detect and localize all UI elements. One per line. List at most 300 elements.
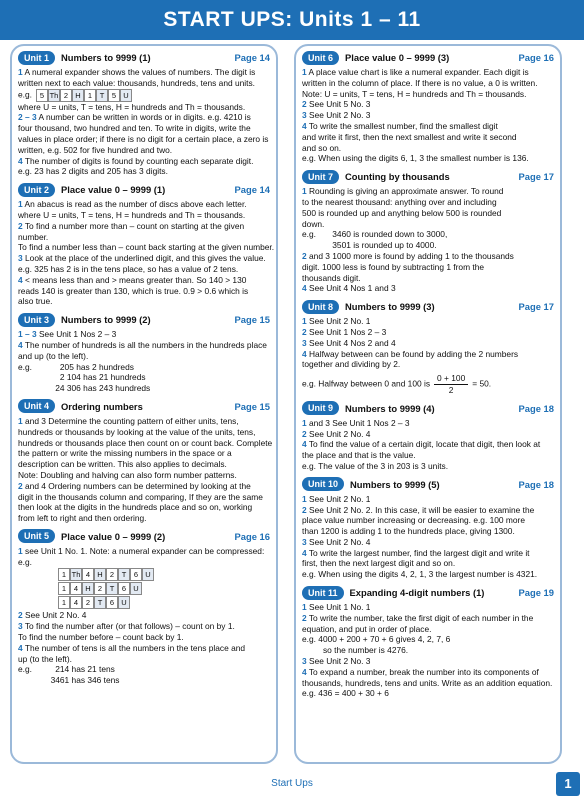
expander-cell: 2: [82, 596, 94, 609]
line-text: e.g. 205 has 2 hundreds: [18, 361, 134, 372]
line-text: The number of digits is found by counting each separate digit.: [24, 155, 254, 166]
text-line: [18, 351, 270, 362]
line-text: e.g. When using the digits 4, 2, 1, 3 the largest number is 4321.: [302, 569, 538, 580]
text-line: [302, 229, 554, 240]
text-line: [18, 481, 270, 492]
text-line: [18, 89, 270, 102]
text-line: [18, 372, 270, 383]
unit-page-ref: Page 15: [234, 400, 270, 412]
line-text: An abacus is read as the number of discs above each letter.: [24, 199, 247, 210]
line-text: Note: U = units, T = tens, H = hundreds and Th = thousands.: [302, 88, 527, 99]
text-line: [18, 67, 270, 78]
line-text: See Unit 2 No. 4: [25, 610, 87, 621]
line-text: Note: Doubling and halving can also form number patterns.: [18, 469, 237, 480]
text-line: [18, 383, 270, 394]
item-number: 1: [18, 199, 23, 210]
numeral-expander-row: [58, 596, 270, 609]
line-text: See Unit 2 No. 4: [309, 428, 371, 439]
item-number: 2: [302, 428, 307, 439]
line-text: up (to the left).: [18, 653, 72, 664]
unit-badge: Unit 1: [18, 51, 55, 65]
text-line: [302, 316, 554, 327]
expander-cell: T: [96, 89, 108, 102]
line-text: thousands, hundreds, tens and units. Write as an addition equation.: [302, 677, 553, 688]
expander-cell: 4: [70, 596, 82, 609]
line-text: The number of hundreds is all the numbers in the hundreds place: [24, 339, 267, 350]
line-text: e.g. 4000 + 200 + 70 + 6 gives 4, 2, 7, 6: [302, 634, 451, 645]
item-number: 3: [18, 253, 23, 264]
unit-title: Counting by thousands: [345, 171, 450, 183]
numeral-expander-row: [58, 582, 270, 595]
line-text: then look at the digits in the hundreds place and so on, working: [18, 502, 253, 513]
line-text: 24 306 has 243 hundreds: [18, 383, 151, 394]
text-line: [18, 492, 270, 503]
expander-cell: 1: [58, 582, 70, 595]
unit-badge: Unit 7: [302, 170, 339, 184]
item-number: 3: [302, 337, 307, 348]
line-text: To find a number less than – count back starting at the given number.: [18, 242, 275, 253]
text-line: [18, 78, 270, 89]
line-text: and write it first, then the next smallest and write it second: [302, 131, 517, 142]
text-line: [302, 110, 554, 121]
unit-title: Place value 0 – 9999 (2): [61, 530, 166, 542]
text-line: [302, 67, 554, 78]
text-line: [302, 262, 554, 273]
expander-cell: 2: [94, 582, 106, 595]
text-line: [302, 327, 554, 338]
line-text: and so on.: [302, 142, 342, 153]
page-title: START UPS: Units 1 – 11: [163, 8, 421, 31]
line-text: 3461 has 346 tens: [18, 675, 120, 686]
fraction-denominator: 2: [448, 384, 454, 395]
line-text: reads 140 is greater than 130, which is true. 0.9 > 0.6 which is: [18, 285, 249, 296]
line-text: To expand a number, break the number into its components of: [308, 666, 539, 677]
line-text: than 1200 is adding 1 to the hundreds place, giving 1300.: [302, 526, 515, 537]
line-text: See Unit 5 No. 3: [309, 99, 371, 110]
item-number: 4: [302, 666, 307, 677]
text-line: [302, 240, 554, 251]
unit-section: [302, 169, 554, 294]
text-line: [18, 427, 270, 438]
text-line: [18, 340, 270, 351]
unit-badge: Unit 5: [18, 529, 55, 543]
text-line: [18, 156, 270, 167]
unit-title: Numbers to 9999 (4): [345, 402, 435, 414]
text-line: [18, 275, 270, 286]
left-column: [10, 44, 278, 764]
text-line: [18, 643, 270, 654]
text-line: [302, 678, 554, 689]
line-text: See Unit 1 No. 1: [309, 602, 371, 613]
line-text: the pattern or write the missing numbers in the space or a: [18, 448, 232, 459]
text-line: [302, 645, 554, 656]
text-line: [18, 253, 270, 264]
footer-label: Start Ups: [271, 778, 313, 789]
text-line: [18, 437, 273, 449]
item-number: 2 – 3: [18, 112, 37, 123]
line-text: To write the largest number, find the largest digit and write it: [308, 547, 530, 558]
text-line: [302, 132, 554, 143]
item-number: 4: [302, 348, 307, 359]
text-line: [18, 123, 270, 134]
unit-page-ref: Page 14: [234, 184, 270, 196]
text-line: [18, 221, 270, 232]
unit-header: [302, 50, 554, 65]
unit-title: Place value 0 – 9999 (3): [345, 52, 450, 63]
text-line: [302, 667, 554, 678]
text-line: [302, 613, 554, 624]
unit-header: [18, 529, 270, 544]
text-line: [18, 513, 270, 524]
line-text: See Unit 2 No. 2. In this case, it will be easier to examine the: [309, 504, 535, 515]
expander-cell: 1: [58, 568, 70, 581]
line-text: and 3 1000 more is found by adding 1 to the thousands: [309, 250, 514, 261]
line-text: e.g. 214 has 21 tens: [18, 664, 115, 675]
text-line: [302, 515, 554, 526]
unit-title: Ordering numbers: [61, 400, 143, 412]
line-text: Rounding is giving an approximate answer. To round: [309, 186, 504, 197]
unit-page-ref: Page 15: [234, 314, 270, 326]
unit-page-ref: Page 17: [518, 171, 554, 183]
expander-cell: T: [118, 568, 130, 581]
line-text: See Unit 1 Nos 2 – 3: [38, 329, 117, 340]
text-line: [302, 208, 554, 219]
line-text: together and dividing by 2.: [302, 359, 401, 370]
page-banner: [0, 0, 584, 40]
unit-header: [18, 399, 270, 414]
unit-page-ref: Page 17: [518, 301, 554, 313]
text-line: [302, 121, 554, 132]
text-line: [302, 197, 554, 208]
text-line: [18, 296, 270, 307]
numeral-expander-row: [58, 568, 270, 581]
item-number: 4: [18, 339, 23, 350]
unit-section: [302, 477, 554, 580]
item-number: 1: [302, 316, 307, 327]
text-line: [302, 656, 554, 667]
unit-header: [302, 477, 554, 492]
item-number: 4: [18, 155, 23, 166]
line-text: To find the number before – count back by 1.: [18, 632, 184, 643]
line-text: hundreds or thousands place then count on or count back. Complete: [18, 437, 273, 448]
line-text: thousands digit.: [302, 272, 361, 283]
unit-header: [18, 50, 270, 65]
line-text: Look at the place of the underlined digit, and this gives the value.: [25, 253, 266, 264]
item-number: 1 – 3: [18, 329, 37, 340]
unit-section: [18, 399, 273, 524]
expander-cell: 5: [36, 89, 48, 102]
unit-page-ref: Page 18: [518, 478, 554, 490]
text-line: [18, 134, 270, 145]
text-line: [302, 537, 554, 548]
unit-page-ref: Page 14: [234, 52, 270, 63]
line-text: equation, and put in order of place.: [302, 623, 432, 634]
unit-badge: Unit 6: [302, 51, 339, 65]
expander-cell: 2: [60, 89, 72, 102]
item-number: 4: [302, 439, 307, 450]
line-text: < means less than and > means greater than. So 140 > 130: [25, 274, 247, 285]
right-column: [294, 44, 562, 764]
text-line: [18, 610, 270, 621]
line-text: written in the column of place. If there is no value, a 0 is written.: [302, 77, 538, 88]
line-text: and up (to the left).: [18, 350, 89, 361]
text-line: [302, 505, 554, 516]
fraction-numerator: 0 + 100: [434, 373, 468, 385]
text-line: [18, 470, 270, 481]
text-line: [302, 251, 554, 262]
line-text: where U = units, T = tens, H = hundreds and Th = thousands.: [18, 101, 246, 112]
line-text: number.: [18, 231, 49, 242]
text-line: [18, 329, 270, 340]
text-line: [302, 186, 554, 197]
text-line: [18, 166, 270, 177]
text-line: [18, 102, 270, 113]
item-number: 4: [302, 120, 307, 131]
line-text: and 3 See Unit 1 Nos 2 – 3: [309, 417, 410, 428]
expander-cell: Th: [71, 570, 81, 580]
text-line: [302, 429, 554, 440]
text-line: [18, 557, 270, 568]
line-text: so the number is 4276.: [302, 645, 409, 656]
unit-section: [302, 585, 554, 699]
text-line: [302, 78, 554, 89]
text-line: [302, 99, 554, 110]
line-text: down.: [302, 218, 325, 229]
line-text: see Unit 1 No. 1. Note: a numeral expander can be compressed:: [25, 545, 265, 556]
line-text: description can be written. This also applies to decimals.: [18, 459, 227, 470]
unit-section: [302, 299, 554, 396]
expander-cell: 1: [58, 596, 70, 609]
item-number: 4: [302, 547, 307, 558]
unit-header: [302, 169, 554, 184]
item-number: 4: [18, 274, 23, 285]
text-line: [18, 242, 275, 253]
line-text: See Unit 1 Nos 2 – 3: [309, 326, 387, 337]
expander-cell: 6: [106, 596, 118, 609]
text-line: [18, 199, 270, 210]
fraction-prefix: e.g. Halfway between 0 and 100 is: [302, 378, 431, 389]
item-number: 1: [302, 493, 307, 504]
fraction: [434, 373, 468, 396]
line-text: See Unit 2 No. 3: [309, 656, 371, 667]
unit-badge: Unit 11: [302, 586, 344, 600]
expander-cell: 1: [84, 89, 96, 102]
unit-page-ref: Page 19: [518, 587, 554, 599]
expander-cell: T: [94, 596, 106, 609]
unit-header: [18, 312, 270, 327]
line-text: See Unit 2 No. 1: [309, 316, 371, 327]
line-text: 2 104 has 21 hundreds: [18, 372, 146, 383]
line-text: from left to right and then ordering.: [18, 513, 147, 524]
unit-title: Numbers to 9999 (3): [345, 301, 435, 313]
unit-header: [302, 401, 554, 416]
line-text: digit. 1000 less is found by subtracting 1 from the: [302, 261, 485, 272]
text-line: [18, 459, 270, 470]
expander-cell: H: [94, 568, 106, 581]
compressed-expanders: [18, 568, 270, 609]
line-text: To write the number, take the first digit of each number in the: [308, 612, 534, 623]
line-text: also true.: [18, 296, 53, 307]
expander-cell: Th: [49, 90, 59, 100]
line-text: digit in the thousands column and comparing, If they are the same: [18, 491, 263, 502]
line-text: See Unit 2 No. 3: [309, 110, 371, 121]
unit-section: [302, 50, 554, 164]
expander-cell: 6: [118, 582, 130, 595]
line-text: place value number increasing or decreasing. e.g. 100 more: [302, 515, 525, 526]
item-number: 1: [302, 186, 307, 197]
line-text: To find the value of a certain digit, locate that digit, then look at: [308, 439, 541, 450]
unit-badge: Unit 8: [302, 300, 339, 314]
line-text: See Unit 2 No. 4: [309, 536, 371, 547]
text-line: [302, 624, 554, 635]
unit-badge: Unit 2: [18, 183, 55, 197]
unit-section: [18, 182, 275, 307]
unit-header: [18, 182, 270, 197]
text-line: [302, 283, 554, 294]
line-text: A number can be written in words or in digits. e.g. 4210 is: [38, 112, 251, 123]
line-text: to the nearest thousand: anything over and including: [302, 196, 497, 207]
expander-cell: U: [142, 568, 154, 581]
item-number: 1: [18, 415, 23, 426]
numeral-expander: [36, 89, 132, 102]
line-text: A numeral expander shows the values of numbers. The digit is: [24, 67, 256, 77]
line-text: e.g. 325 has 2 is in the tens place, so has a value of 2 tens.: [18, 263, 239, 274]
line-text: See Unit 4 Nos 2 and 4: [309, 337, 396, 348]
line-text: four thousand, two hundred and ten. To write in digits, write the: [18, 123, 251, 134]
item-number: 3: [302, 110, 307, 121]
expander-cell: U: [120, 89, 132, 102]
text-line: [302, 219, 554, 230]
text-line: [302, 634, 554, 645]
item-number: 2: [18, 220, 23, 231]
unit-page-ref: Page 16: [518, 52, 554, 63]
expander-cell: T: [106, 582, 118, 595]
text-line: [302, 461, 554, 472]
text-line: [18, 264, 270, 275]
item-number: 1: [18, 545, 23, 556]
line-text: To find the number after (or that follows) – count on by 1.: [24, 621, 235, 632]
expander-cell: H: [72, 89, 84, 102]
line-text: See Unit 2 No. 1: [309, 493, 371, 504]
line-text: written next to each value: thousands, hundreds, tens and units.: [18, 77, 255, 88]
expander-cell: 2: [106, 568, 118, 581]
line-text: and 3 Determine the counting pattern of either units, tens,: [25, 415, 239, 426]
expander-cell: U: [130, 582, 142, 595]
text-line: [18, 632, 270, 643]
text-line: [302, 439, 554, 450]
unit-section: [18, 529, 270, 686]
unit-title: Numbers to 9999 (2): [61, 314, 151, 326]
text-line: [302, 359, 554, 370]
item-number: 3: [18, 621, 23, 632]
text-line: [302, 526, 554, 537]
unit-header: [302, 585, 554, 600]
unit-title: Place value 0 – 9999 (1): [61, 184, 166, 196]
text-line: [302, 602, 554, 613]
fraction-result: = 50.: [472, 378, 492, 389]
fraction-example: [302, 373, 554, 396]
line-text: 500 is rounded up and anything below 500 is rounded: [302, 207, 502, 218]
line-text: e.g. 436 = 400 + 30 + 6: [302, 688, 389, 699]
unit-page-ref: Page 16: [234, 530, 270, 542]
text-line: [18, 675, 270, 686]
line-text: and 4 Ordering numbers can be determined by looking at the: [25, 480, 251, 491]
text-line: [18, 448, 270, 459]
item-number: 2: [18, 610, 23, 621]
line-text: written, e.g. 502 for five hundred and two.: [18, 144, 173, 155]
text-line: [18, 112, 270, 123]
unit-header: [302, 299, 554, 314]
unit-badge: Unit 3: [18, 313, 55, 327]
item-number: 3: [302, 656, 307, 667]
text-line: [18, 210, 270, 221]
item-number: 4: [18, 642, 23, 653]
item-number: 1: [18, 67, 23, 77]
text-line: [18, 145, 270, 156]
line-text: A place value chart is like a numeral expander. Each digit is: [308, 67, 529, 77]
text-line: [302, 688, 554, 699]
text-line: [18, 502, 270, 513]
item-number: 2: [18, 480, 23, 491]
line-text: values in place order; if there is no digit for a certain place, a zero is: [18, 133, 269, 144]
line-text: Halfway between can be found by adding the 2 numbers: [309, 348, 519, 359]
text-line: [302, 273, 554, 284]
text-line: [302, 153, 554, 164]
line-text: To write the smallest number, find the smallest digit: [308, 120, 498, 131]
unit-section: [18, 312, 270, 394]
text-line: [18, 416, 270, 427]
text-line: [18, 621, 270, 632]
text-line: [302, 558, 554, 569]
expander-cell: H: [82, 582, 94, 595]
unit-title: Numbers to 9999 (5): [350, 478, 440, 490]
text-line: [18, 664, 270, 675]
text-line: [302, 418, 554, 429]
item-number: 2: [302, 612, 307, 623]
text-line: [302, 89, 554, 100]
line-text: where U = units, T = tens, H = hundreds and Th = thousands.: [18, 209, 246, 220]
item-number: 2: [302, 504, 307, 515]
text-line: [302, 349, 554, 360]
line-text: See Unit 4 Nos 1 and 3: [309, 283, 396, 294]
line-text: To find a number more than – count on starting at the given: [24, 220, 245, 231]
line-text: e.g. 23 has 2 digits and 205 has 3 digits.: [18, 166, 168, 177]
item-number: 2: [302, 99, 307, 110]
text-line: [302, 450, 554, 461]
line-text: e.g. When using the digits 6, 1, 3 the smallest number is 136.: [302, 153, 529, 164]
expander-cell: 4: [70, 582, 82, 595]
unit-title: Expanding 4-digit numbers (1): [349, 587, 485, 599]
text-line: [302, 143, 554, 154]
line-text: e.g.: [18, 89, 32, 100]
line-text: 3501 is rounded up to 4000.: [302, 240, 437, 251]
line-text: hundreds or thousands by looking at the value of the units, tens,: [18, 426, 256, 437]
unit-section: [18, 50, 270, 177]
item-number: 1: [302, 602, 307, 613]
text-line: [302, 569, 554, 580]
unit-badge: Unit 9: [302, 401, 339, 415]
text-line: [18, 232, 270, 243]
text-line: [18, 286, 270, 297]
expander-cell: 5: [108, 89, 120, 102]
line-text: e.g. The value of the 3 in 203 is 3 units.: [302, 460, 449, 471]
item-number: 1: [302, 67, 307, 77]
unit-section: [302, 401, 554, 472]
text-line: [302, 338, 554, 349]
line-text: e.g. 3460 is rounded down to 3000,: [302, 229, 448, 240]
unit-badge: Unit 4: [18, 399, 55, 413]
expander-cell: U: [118, 596, 130, 609]
